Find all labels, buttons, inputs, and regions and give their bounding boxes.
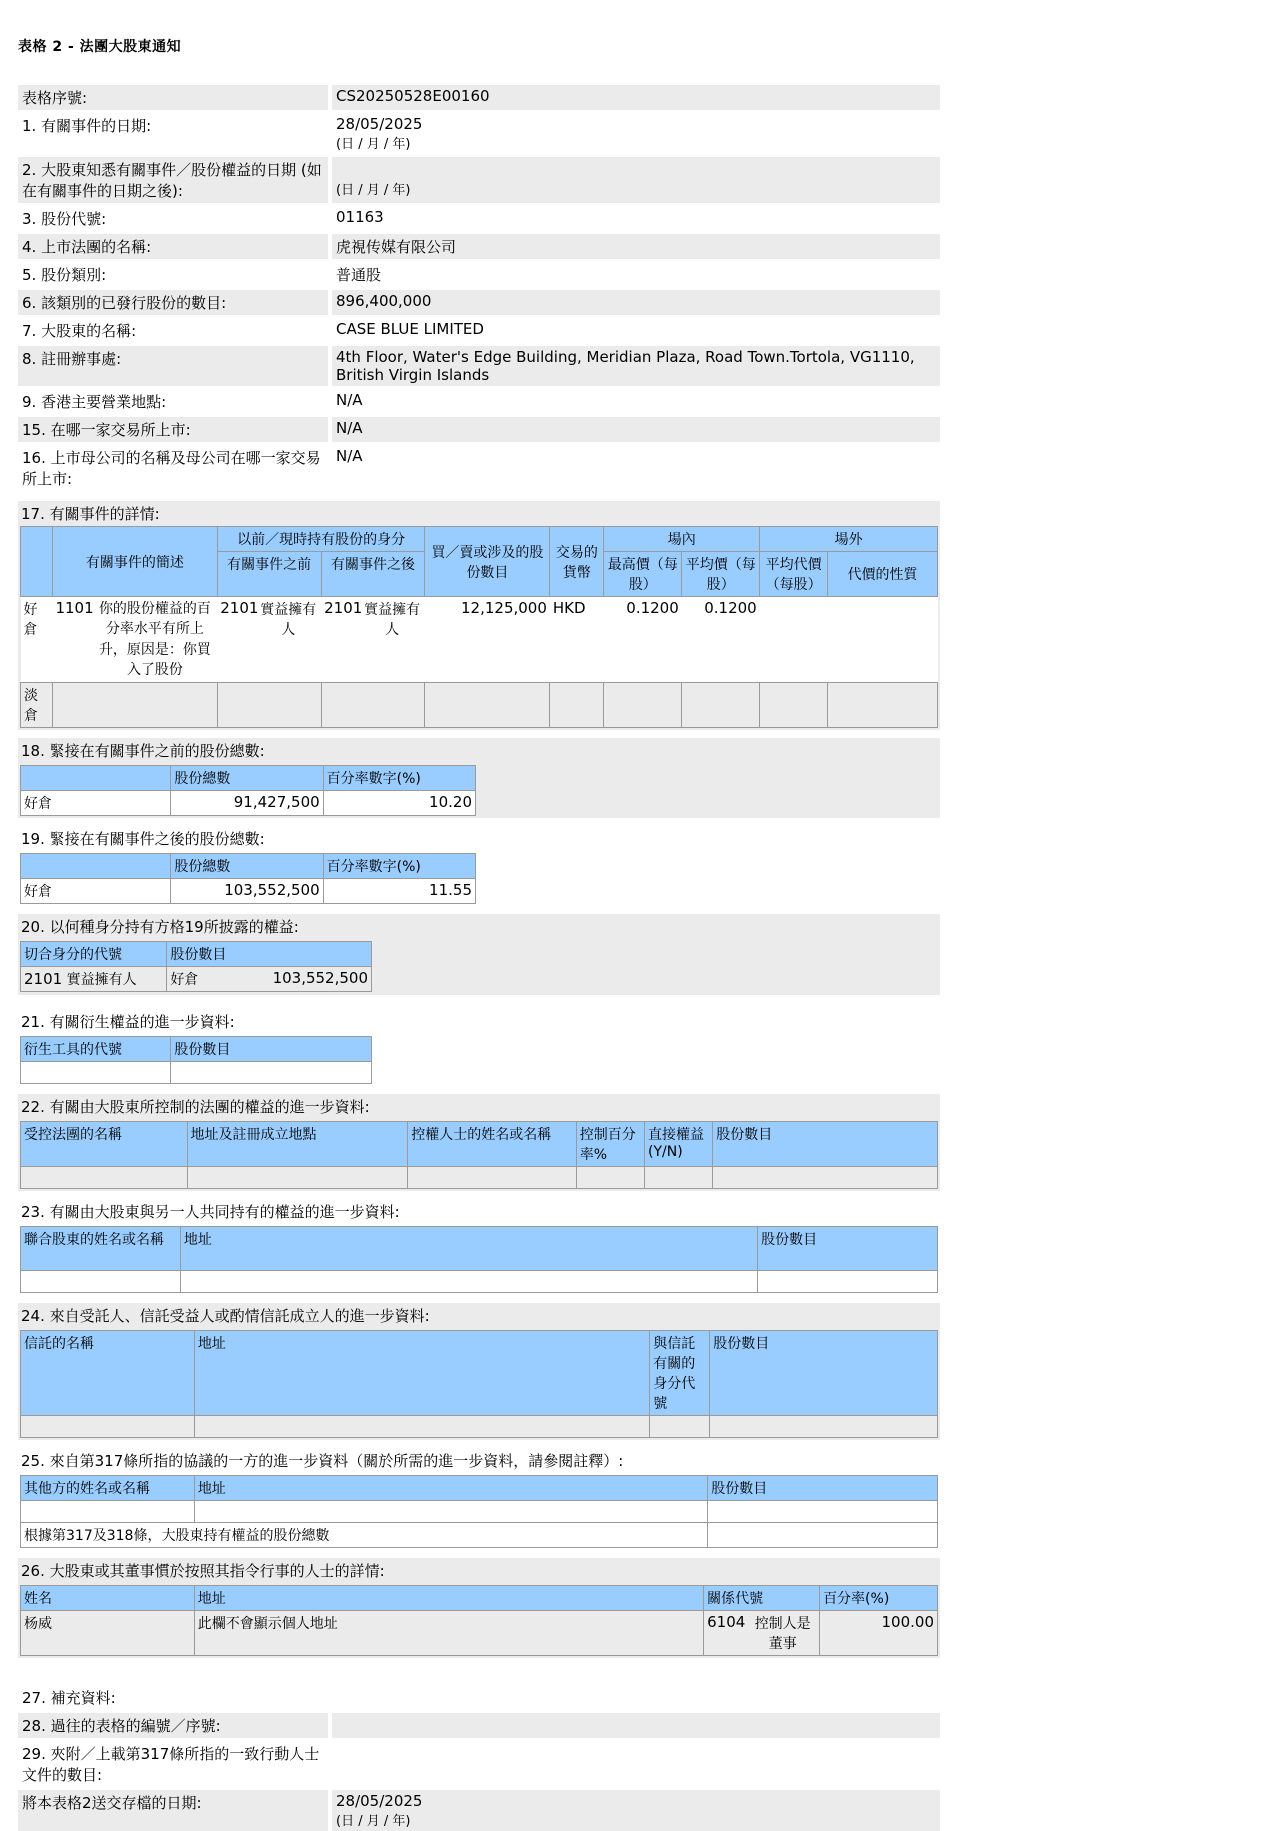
before-cell xyxy=(217,597,321,683)
section-20-wrap xyxy=(18,939,940,995)
after-cell xyxy=(321,597,425,683)
form-row xyxy=(18,417,940,442)
header-shares: 買／賣或涉及的股份數目 xyxy=(425,527,550,597)
form-row xyxy=(18,234,940,259)
section-25-heading: 25. 來自第317條所指的協議的一方的進一步資料（關於所需的進一步資料，請參閱註釋）: xyxy=(18,1448,940,1473)
header-address: 地址 xyxy=(180,1227,757,1271)
total-value: 103,552,500 xyxy=(171,879,323,904)
row-label: 3. 股份代號: xyxy=(22,210,107,228)
header-num: 股份數目 xyxy=(171,1037,372,1062)
code-value: 2101 xyxy=(24,970,63,989)
section-22-wrap xyxy=(18,1119,940,1191)
top-rows xyxy=(18,85,940,491)
header-capacity: 以前／現時持有股份的身分 xyxy=(217,527,425,552)
shares-value: 12,125,000 xyxy=(461,599,547,617)
form-row xyxy=(18,445,940,491)
value-text xyxy=(336,159,936,179)
header-trust-name: 信託的名稱 xyxy=(21,1331,195,1416)
section-24-heading: 24. 來自受託人、信託受益人或酌情信託成立人的進一步資料: xyxy=(18,1303,940,1328)
header-num: 股份數目 xyxy=(713,1122,938,1167)
person-address: 此欄不會顯示個人地址 xyxy=(194,1611,703,1656)
long-label: 好倉 xyxy=(23,602,38,638)
after-code: 2101 xyxy=(324,599,363,617)
controlled-corp-table xyxy=(20,1121,938,1189)
form-row xyxy=(18,113,940,154)
section-17-table-wrap xyxy=(18,526,940,730)
date-format-note: (日 / 月 / 年) xyxy=(336,183,411,198)
event-cell xyxy=(52,597,217,683)
form-row xyxy=(18,1741,940,1787)
form-row xyxy=(18,389,940,414)
section-21-wrap xyxy=(18,1034,940,1086)
section-24-wrap xyxy=(18,1328,940,1440)
code-desc: 實益擁有人 xyxy=(66,972,137,989)
row-value xyxy=(332,206,940,231)
event-desc: 你的股份權益的百分率水平有所上升，原因是：你買入了股份 xyxy=(98,601,211,678)
director-table xyxy=(20,1585,938,1656)
row-label: 6. 該類別的已發行股份的數目: xyxy=(18,290,328,315)
row-value xyxy=(332,389,940,414)
row-value xyxy=(332,157,940,203)
long-position-row xyxy=(21,597,938,683)
header-total: 股份總數 xyxy=(171,854,323,879)
value-text: 虎視传媒有限公司 xyxy=(336,238,457,256)
value-text: 普通股 xyxy=(336,266,382,284)
row-label: 將本表格2送交存檔的日期: xyxy=(18,1790,328,1831)
form-row xyxy=(18,318,940,343)
bottom-rows xyxy=(18,1685,940,1831)
form-row xyxy=(18,290,940,315)
header-address: 地址及註冊成立地點 xyxy=(187,1122,408,1167)
agreement-party-table xyxy=(20,1475,938,1548)
derivative-table xyxy=(20,1036,372,1084)
total-label: 根據第317及318條，大股東持有權益的股份總數 xyxy=(21,1523,708,1548)
value-text: 28/05/2025 xyxy=(336,1792,423,1811)
date-format-note: (日 / 月 / 年) xyxy=(336,137,411,152)
section-18-heading: 18. 緊接在有關事件之前的股份總數: xyxy=(18,738,940,763)
header-capacity-code: 與信託有關的身分代號 xyxy=(650,1331,710,1416)
value-text: 28/05/2025 xyxy=(336,115,423,133)
event-code: 1101 xyxy=(55,599,94,617)
header-num: 股份數目 xyxy=(167,942,372,967)
row-value xyxy=(332,1713,940,1738)
after-desc: 實益擁有人 xyxy=(364,602,421,638)
row-value xyxy=(332,1741,940,1787)
form-body xyxy=(18,82,940,1831)
event-details-table xyxy=(20,526,938,728)
value-text: 896,400,000 xyxy=(336,292,432,310)
section-21-heading: 21. 有關衍生權益的進一步資料: xyxy=(18,1009,940,1034)
row-value xyxy=(332,445,940,491)
form-row xyxy=(18,1790,940,1831)
position-label: 好倉 xyxy=(170,972,199,989)
long-label: 好倉 xyxy=(21,791,171,816)
high-price-value: 0.1200 xyxy=(626,599,679,617)
header-code: 衍生工具的代號 xyxy=(21,1037,171,1062)
header-address: 地址 xyxy=(194,1331,649,1416)
header-blank xyxy=(21,527,53,597)
date-format-note: (日 / 月 / 年) xyxy=(336,1814,411,1830)
short-position-row xyxy=(21,683,938,728)
header-before: 有關事件之前 xyxy=(217,552,321,597)
before-desc: 實益擁有人 xyxy=(260,602,317,638)
form-row xyxy=(18,1713,940,1738)
row-value xyxy=(332,85,940,110)
currency-value: HKD xyxy=(552,599,586,617)
header-event-desc: 有關事件的簡述 xyxy=(52,527,217,597)
row-label: 28. 過往的表格的編號／序號: xyxy=(18,1713,328,1738)
header-code: 切合身分的代號 xyxy=(21,942,167,967)
form-row xyxy=(18,346,940,386)
row-value xyxy=(332,318,940,343)
header-total: 股份總數 xyxy=(171,766,323,791)
row-label: 4. 上市法團的名稱: xyxy=(18,234,328,259)
header-address: 地址 xyxy=(194,1586,703,1611)
section-17-heading: 17. 有關事件的詳情: xyxy=(18,501,940,526)
row-value xyxy=(332,417,940,442)
row-value xyxy=(332,1790,940,1831)
form-row xyxy=(18,262,940,287)
value-text: N/A xyxy=(336,419,363,437)
form-row xyxy=(18,157,940,203)
row-label: 2. 大股東知悉有關事件／股份權益的日期 (如在有關事件的日期之後): xyxy=(18,157,328,203)
row-value xyxy=(332,1685,940,1710)
rel-code: 6104 xyxy=(707,1613,746,1632)
row-label: 15. 在哪一家交易所上市: xyxy=(18,417,328,442)
header-controller: 控權人士的姓名或名稱 xyxy=(408,1122,577,1167)
section-19-wrap xyxy=(18,851,940,906)
value-text: N/A xyxy=(336,447,363,465)
header-avg-price: 平均價（每股） xyxy=(682,552,760,597)
row-label: 表格序號: xyxy=(18,85,328,110)
section-22-heading: 22. 有關由大股東所控制的法團的權益的進一步資料: xyxy=(18,1094,940,1119)
header-off-exchange: 場外 xyxy=(760,527,938,552)
section-19-heading: 19. 緊接在有關事件之後的股份總數: xyxy=(18,826,940,851)
header-pct: 百分率(%) xyxy=(820,1586,938,1611)
header-rel-code: 關係代號 xyxy=(704,1586,820,1611)
capacity-table xyxy=(20,941,372,992)
section-23-wrap xyxy=(18,1224,940,1295)
long-label: 好倉 xyxy=(21,879,171,904)
value-text: 4th Floor, Water's Edge Building, Meridian Plaza, Road Town.Tortola, VG1110, British Virgin Islands xyxy=(336,348,915,384)
header-avg-consideration: 平均代價（每股） xyxy=(760,552,828,597)
section-26-wrap xyxy=(18,1583,940,1658)
row-label: 7. 大股東的名稱: xyxy=(22,322,137,340)
section-23-heading: 23. 有關由大股東與另一人共同持有的權益的進一步資料: xyxy=(18,1199,940,1224)
header-on-exchange: 場內 xyxy=(604,527,760,552)
row-value xyxy=(332,113,940,154)
header-currency: 交易的貨幣 xyxy=(550,527,604,597)
joint-holder-table xyxy=(20,1226,938,1293)
section-26-heading: 26. 大股東或其董事慣於按照其指令行事的人士的詳情: xyxy=(18,1558,940,1583)
row-label: 29. 夾附／上載第317條所指的一致行動人士文件的數目: xyxy=(22,1745,320,1785)
header-num: 股份數目 xyxy=(758,1227,938,1271)
section-25-wrap xyxy=(18,1473,940,1550)
pct-value: 10.20 xyxy=(323,791,475,816)
value-text: 01163 xyxy=(336,208,384,226)
header-corp-name: 受控法團的名稱 xyxy=(21,1122,188,1167)
header-joint-name: 聯合股東的姓名或名稱 xyxy=(21,1227,181,1271)
before-code: 2101 xyxy=(220,599,259,617)
row-label: 5. 股份類別: xyxy=(22,266,107,284)
short-label: 淡倉 xyxy=(21,683,53,728)
header-after: 有關事件之後 xyxy=(321,552,425,597)
row-label: 9. 香港主要營業地點: xyxy=(22,393,167,411)
header-nature: 代價的性質 xyxy=(828,552,938,597)
form-row xyxy=(18,1685,940,1710)
value-text: CASE BLUE LIMITED xyxy=(336,320,484,338)
header-pct: 百分率數字(%) xyxy=(323,766,475,791)
avg-price-value: 0.1200 xyxy=(704,599,757,617)
form-row xyxy=(18,206,940,231)
form-title: 表格 2 - 法團大股東通知 xyxy=(18,39,182,55)
section-20-heading: 20. 以何種身分持有方格19所披露的權益: xyxy=(18,914,940,939)
rel-desc: 控制人是董事 xyxy=(754,1616,811,1653)
header-address: 地址 xyxy=(194,1476,707,1501)
header-party-name: 其他方的姓名或名稱 xyxy=(21,1476,195,1501)
row-value xyxy=(332,234,940,259)
pct-value: 11.55 xyxy=(323,879,475,904)
value-text: CS20250528E00160 xyxy=(336,87,490,105)
header-num: 股份數目 xyxy=(710,1331,938,1416)
row-label: 27. 補充資料: xyxy=(22,1689,116,1708)
header-high-price: 最高價（每股） xyxy=(604,552,682,597)
row-value xyxy=(332,346,940,386)
row-value xyxy=(332,290,940,315)
form-row xyxy=(18,85,940,110)
shares-after-table xyxy=(20,853,476,904)
row-value xyxy=(332,262,940,287)
value-text: N/A xyxy=(336,391,363,409)
total-value: 91,427,500 xyxy=(171,791,323,816)
section-18-wrap xyxy=(18,763,940,818)
header-control-pct: 控制百分率% xyxy=(576,1122,644,1167)
header-name: 姓名 xyxy=(21,1586,195,1611)
pct-value: 100.00 xyxy=(820,1611,938,1656)
person-name: 杨威 xyxy=(21,1611,195,1656)
header-num: 股份數目 xyxy=(708,1476,938,1501)
row-label: 1. 有關事件的日期: xyxy=(22,117,152,135)
header-pct: 百分率數字(%) xyxy=(323,854,475,879)
trust-table xyxy=(20,1330,938,1438)
num-value: 103,552,500 xyxy=(272,969,368,988)
row-label: 8. 註冊辦事處: xyxy=(18,346,328,386)
shares-before-table xyxy=(20,765,476,816)
row-label: 16. 上市母公司的名稱及母公司在哪一家交易所上市: xyxy=(22,449,321,488)
header-direct: 直接權益 (Y/N) xyxy=(645,1122,713,1167)
